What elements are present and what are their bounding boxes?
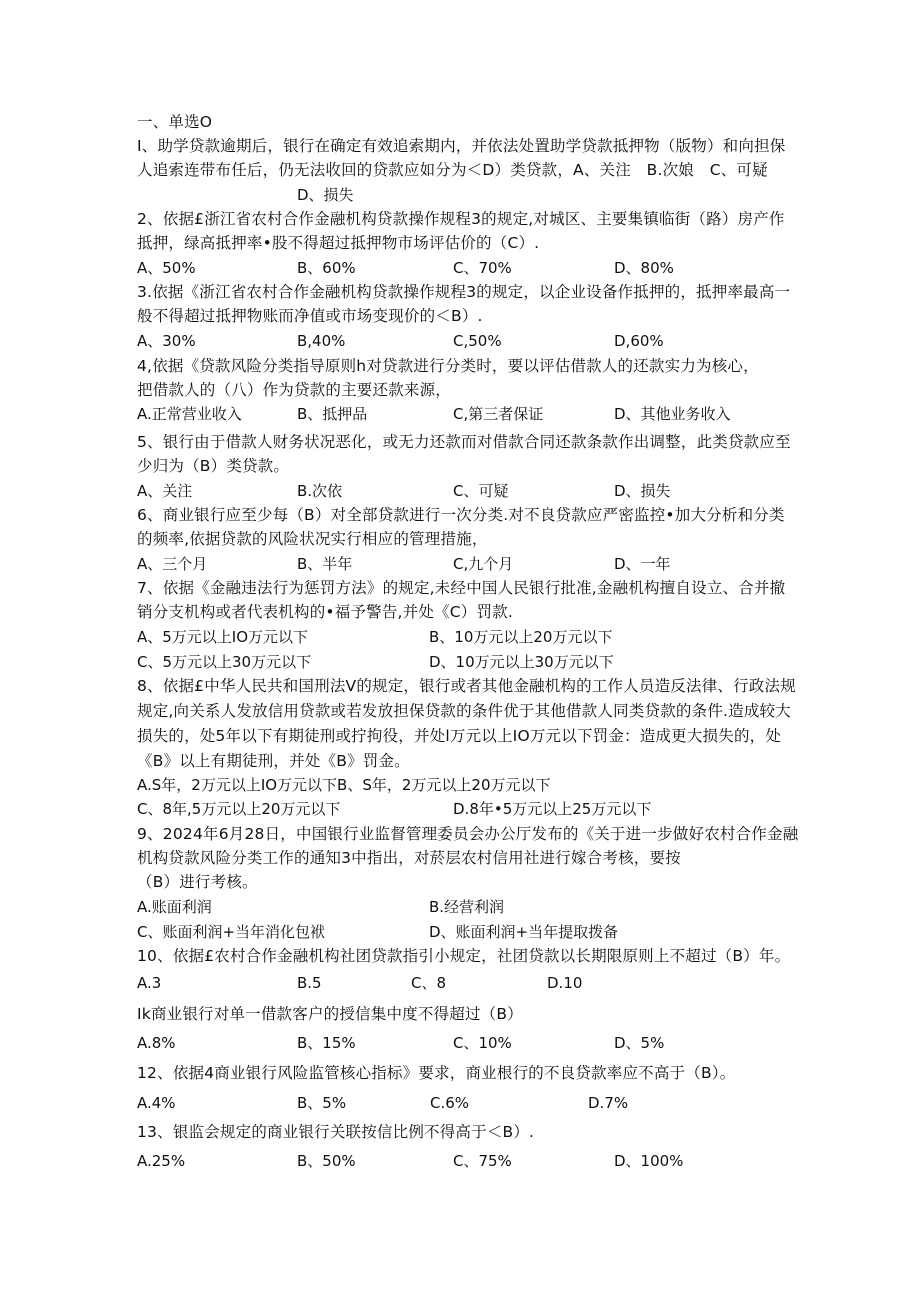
question-5-option-b: B.次依 [297, 482, 343, 500]
question-8-option-ab: A.S年，2万元以上IO万元以下B、S年，2万元以上20万元以下 [137, 776, 551, 794]
question-3-line-1: 3.依据《浙江省农村合作金融机构贷款操作规程3的规定，以企业设备作抵押的，抵押率最高一 [137, 283, 791, 301]
question-9-line-1: 9、2024年6月28日，中国银行业监督管理委员会办公厅发布的《关于进一步做好农村合作金融 [137, 825, 799, 843]
question-2-option-c: C、70% [453, 259, 512, 277]
question-9-option-b: B.经营利润 [429, 898, 505, 916]
question-12-option-c: C.6% [430, 1094, 470, 1112]
section-title: 一、单选O [137, 113, 213, 131]
question-5-line-2: 少归为（B）类贷款。 [137, 457, 290, 475]
question-7-option-d: D、10万元以上30万元以下 [429, 653, 614, 671]
question-7-line-2: 销分支机构或者代表机构的•福予警告,并处《C）罚款. [137, 603, 514, 621]
question-10-line-1: 10、依据£农村合作金融机构社团贷款指引小规定，社团贷款以长期限原则上不超过（B）年。 [137, 947, 791, 965]
question-5-option-c: C、可疑 [453, 482, 509, 500]
question-11-option-b: B、15% [297, 1034, 356, 1052]
question-13-line-1: 13、银监会规定的商业银行关联按信比例不得高于＜B）. [137, 1123, 535, 1141]
question-4-line-1: 4,依据《贷款风险分类指导原则h对贷款进行分类时，要以评估借款人的还款实力为核心， [137, 357, 759, 375]
question-13-option-c: C、75% [453, 1152, 512, 1170]
question-6-option-d: D、一年 [614, 555, 671, 573]
question-5-line-1: 5、银行由于借款人财务状况恶化，或无力还款而对借款合同还款条款作出调整，此类贷款应至 [137, 433, 791, 451]
question-3-line-2: 般不得超过抵押物账而净值或市场变现价的＜B）. [137, 307, 483, 325]
question-9-line-2: 机构贷款风险分类工作的通知3中指出，对菸层农村信用社进行嫁合考核，要按 [137, 849, 681, 867]
question-7-option-b: B、10万元以上20万元以下 [429, 628, 613, 646]
question-5-option-a: A、关注 [137, 482, 193, 500]
question-10-option-b: B.5 [297, 974, 322, 992]
question-8-option-d: D.8年•5万元以上25万元以下 [453, 800, 652, 818]
question-9-option-c: C、账面利润+当年消化包袱 [137, 923, 326, 941]
question-11-line-1: Ik商业银行对单一借款客户的授信集中度不得超过（B） [137, 1005, 523, 1023]
question-1-option-d: D、损失 [297, 186, 354, 204]
question-3-option-c: C,50% [453, 332, 502, 350]
question-9-option-a: A.账面利润 [137, 898, 212, 916]
question-8-line-1: 8、依据£中华人民共和国刑法V的规定，银行或者其他金融机构的工作人员造反法律、行政法规 [137, 677, 796, 695]
question-12-option-a: A.4% [137, 1094, 176, 1112]
question-11-option-d: D、5% [614, 1034, 665, 1052]
question-9-line-3: （B）进行考核。 [137, 873, 258, 891]
question-2-line-2: 抵押，绿高抵押率•股不得超过抵押物市场评估价的（C）. [137, 234, 540, 252]
question-4-option-d: D、其他业务收入 [614, 405, 731, 423]
question-8-line-2: 规定,向关系人发放信用贷款或若发放担保贷款的条件优于其他借款人同类贷款的条件.造成较大 [137, 702, 791, 720]
question-6-line-1: 6、商业银行应至少每（B）对全部贷款进行一次分类.对不良贷款应严密监控•加大分析和分类 [137, 506, 785, 524]
question-3-option-d: D,60% [614, 332, 664, 350]
question-2-option-b: B、60% [297, 259, 356, 277]
question-1-line-2: 人追索连带布任后，仍无法收回的贷款应如分为＜D）类贷款，A、关注 B.次娘 C、可疑 [137, 161, 768, 179]
question-12-option-d: D.7% [588, 1094, 629, 1112]
question-12-option-b: B、5% [297, 1094, 347, 1112]
question-9-option-d: D、账面利润+当年提取拨备 [429, 923, 619, 941]
question-8-option-c: C、8年,5万元以上20万元以下 [137, 800, 341, 818]
question-5-option-d: D、损失 [614, 482, 671, 500]
question-11-option-a: A.8% [137, 1034, 176, 1052]
question-6-line-2: 的频率,依据贷款的风险状况实行相应的管理措施， [137, 530, 488, 548]
question-11-option-c: C、10% [453, 1034, 512, 1052]
question-4-option-c: C,第三者保证 [453, 405, 544, 423]
question-3-option-a: A、30% [137, 332, 196, 350]
question-6-option-c: C,九个月 [453, 555, 514, 573]
question-4-option-a: A.正常营业收入 [137, 405, 242, 423]
question-2-option-d: D、80% [614, 259, 674, 277]
question-3-option-b: B,40% [297, 332, 346, 350]
question-4-option-b: B、抵押品 [297, 405, 368, 423]
question-8-line-4: 《B》以上有期徒刑，并处《B》罚金。 [137, 752, 410, 770]
question-7-line-1: 7、依据《金融违法行为惩罚方法》的规定,未经中国人民银行批准,金融机构擅自设立、合并撤 [137, 579, 786, 597]
question-7-option-a: A、5万元以上IO万元以下 [137, 628, 309, 646]
question-10-option-a: A.3 [137, 974, 162, 992]
question-6-option-a: A、三个月 [137, 555, 208, 573]
question-13-option-b: B、50% [297, 1152, 356, 1170]
question-2-line-1: 2、依据£浙江省农村合作金融机构贷款操作规程3的规定,对城区、主要集镇临街（路）房产作 [137, 210, 785, 228]
question-8-line-3: 损失的，处5年以下有期徒刑或拧拘役，并处l万元以上IO万元以下罚金：造成更大损失的，处 [137, 727, 782, 745]
question-13-option-d: D、100% [614, 1152, 684, 1170]
question-10-option-c: C、8 [411, 974, 447, 992]
question-13-option-a: A.25% [137, 1152, 186, 1170]
question-2-option-a: A、50% [137, 259, 196, 277]
question-1-line-1: I、助学贷款逾期后，银行在确定有效追索期内，并依法处置助学贷款抵押物（版物）和向担保 [137, 137, 786, 155]
question-10-option-d: D.10 [547, 974, 583, 992]
question-12-line-1: 12、依据4商业银行风险监管核心指标》要求，商业根行的不良贷款率应不高于（B）。 [137, 1064, 736, 1082]
question-6-option-b: B、半年 [297, 555, 353, 573]
question-7-option-c: C、5万元以上30万元以下 [137, 653, 312, 671]
question-4-line-2: 把借款人的（八）作为贷款的主要还款来源， [137, 381, 452, 399]
